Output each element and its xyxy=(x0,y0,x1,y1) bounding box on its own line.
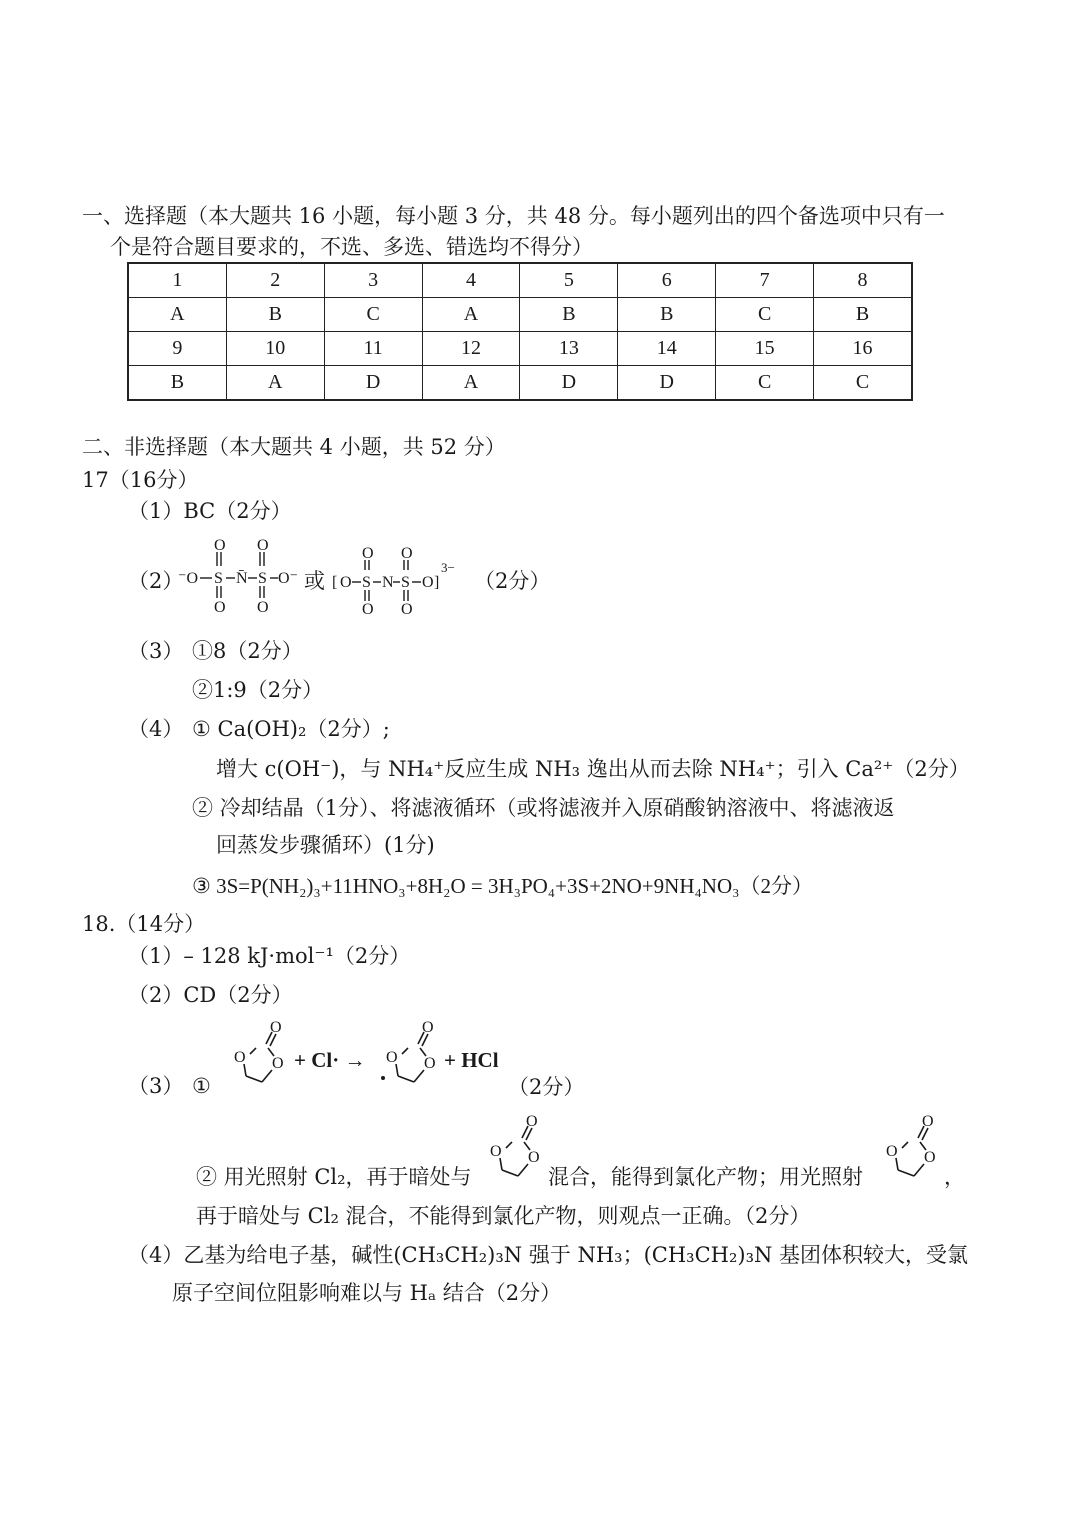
answer-cell: A xyxy=(422,298,520,332)
question-number-cell: 1 xyxy=(128,263,226,298)
atom-n: N xyxy=(382,574,394,591)
q17-part4-1: ① Ca(OH)₂（2分）; xyxy=(192,717,390,741)
ethylene-carbonate-radical-structure xyxy=(378,1016,444,1088)
q18-part4b: 原子空间位阻影响难以与 Hₐ 结合（2分） xyxy=(172,1281,562,1305)
q18-title: 18.（14分） xyxy=(82,912,206,936)
atom-o: O xyxy=(886,1143,898,1160)
question-number-cell: 3 xyxy=(324,263,422,298)
bracket-open: [ xyxy=(332,574,338,591)
atom-o: O xyxy=(401,601,413,618)
answer-cell: D xyxy=(324,366,422,401)
section1-heading-line2: 个是符合题目要求的，不选、多选、错选均不得分） xyxy=(110,235,593,259)
atom-o: O xyxy=(340,574,352,591)
answer-cell: C xyxy=(324,298,422,332)
answer-cell: C xyxy=(814,366,912,401)
q18-part3-2b: 混合，能得到氯化产物；用光照射 xyxy=(548,1165,863,1189)
q18-part3-plus-cl: + Cl· → xyxy=(294,1048,366,1072)
atom-o: O xyxy=(257,599,269,616)
ethylene-carbonate-structure xyxy=(484,1108,546,1184)
q17-part2-score: （2分） xyxy=(474,569,551,593)
q18-part3-score: （2分） xyxy=(508,1075,585,1099)
question-number-cell: 15 xyxy=(716,332,814,366)
answer-cell: B xyxy=(128,366,226,401)
table-row xyxy=(128,298,912,332)
section1-heading-line1: 一、选择题（本大题共 16 小题，每小题 3 分，共 48 分。每小题列出的四个备选项中只有一 xyxy=(82,204,945,228)
atom-o: O xyxy=(214,538,226,554)
imidodisulfate-structure-2 xyxy=(330,546,470,618)
atom-o: O xyxy=(924,1149,936,1166)
atom-s: S xyxy=(401,574,410,591)
q18-part2: （2）CD（2分） xyxy=(128,983,293,1007)
q17-part4-2a: ② 冷却结晶（1分）、将滤液循环（或将滤液并入原硝酸钠溶液中、将滤液返 xyxy=(192,796,895,820)
q18-part1: （1）– 128 kJ·mol⁻¹（2分） xyxy=(128,944,411,968)
question-number-cell: 2 xyxy=(226,263,324,298)
question-number-cell: 16 xyxy=(814,332,912,366)
atom-o: O xyxy=(526,1113,538,1130)
atom-o: O xyxy=(490,1143,502,1160)
question-number-cell: 14 xyxy=(618,332,716,366)
question-number-cell: 7 xyxy=(716,263,814,298)
question-number-cell: 4 xyxy=(422,263,520,298)
answer-cell: D xyxy=(618,366,716,401)
q18-part3-plus-hcl: + HCl xyxy=(444,1048,499,1072)
atom-o-minus: ⁻O xyxy=(178,570,198,587)
q17-part4-1b: 增大 c(OH⁻)，与 NH₄⁺反应生成 NH₃ 逸出从而去除 NH₄⁺；引入 Ca²⁺（2分） xyxy=(216,757,970,781)
answer-cell: A xyxy=(128,298,226,332)
answer-cell: B xyxy=(226,298,324,332)
answer-cell: A xyxy=(422,366,520,401)
q17-part3-label: （3） xyxy=(128,639,184,663)
atom-o: O xyxy=(270,1019,282,1036)
answer-cell: C xyxy=(716,366,814,401)
answer-cell: C xyxy=(716,298,814,332)
q17-part2-or: 或 xyxy=(304,569,325,593)
imidodisulfate-structure-1 xyxy=(178,538,300,616)
atom-o: O xyxy=(362,601,374,618)
question-number-cell: 6 xyxy=(618,263,716,298)
question-number-cell: 10 xyxy=(226,332,324,366)
q18-part3-2a: ② 用光照射 Cl₂，再于暗处与 xyxy=(196,1165,472,1189)
atom-o: O xyxy=(422,1019,434,1036)
atom-o: O xyxy=(401,546,413,562)
atom-o: O xyxy=(424,1055,436,1072)
atom-o-minus: O⁻ xyxy=(278,570,298,587)
table-row xyxy=(128,366,912,401)
q17-title: 17（16分） xyxy=(82,468,199,492)
question-number-cell: 13 xyxy=(520,332,618,366)
atom-o: O xyxy=(386,1049,398,1066)
atom-o: O xyxy=(234,1049,246,1066)
ethylene-carbonate-structure xyxy=(228,1016,288,1088)
atom-o: O xyxy=(362,546,374,562)
q18-part3-circle: ① xyxy=(192,1074,211,1098)
section2-heading: 二、非选择题（本大题共 4 小题，共 52 分） xyxy=(82,435,506,459)
atom-o: O xyxy=(214,599,226,616)
answer-cell: B xyxy=(814,298,912,332)
atom-n: N̄ xyxy=(236,570,248,587)
q17-part4-2b: 回蒸发步骤循环）(1分) xyxy=(216,833,435,857)
atom-o: O xyxy=(257,538,269,554)
q17-part4-3: ③ 3S=P(NH₂)₃+11HNO₃+8H₂O = 3H₃PO₄+3S+2NO+9NH₄NO₃（2分） xyxy=(192,874,813,898)
q17-part1: （1）BC（2分） xyxy=(128,499,292,523)
answer-table xyxy=(127,262,913,401)
q18-part3-2d: 再于暗处与 Cl₂ 混合，不能得到氯化产物，则观点一正确。（2分） xyxy=(196,1204,811,1228)
q17-part2-label: （2） xyxy=(128,569,184,593)
question-number-cell: 11 xyxy=(324,332,422,366)
answer-cell: A xyxy=(226,366,324,401)
question-number-cell: 9 xyxy=(128,332,226,366)
atom-s: S xyxy=(362,574,371,591)
charge: 3− xyxy=(441,560,455,575)
q17-part3-2: ②1:9（2分） xyxy=(192,678,324,702)
q18-part3-label: （3） xyxy=(128,1074,184,1098)
bracket-close: ] xyxy=(434,574,440,591)
atom-o: O xyxy=(272,1055,284,1072)
q17-part3-1: ①8（2分） xyxy=(192,639,303,663)
atom-o: O xyxy=(528,1149,540,1166)
q17-part4-label: （4） xyxy=(128,717,184,741)
answer-cell: D xyxy=(520,366,618,401)
q18-part3-2c: ， xyxy=(944,1165,965,1189)
question-number-cell: 5 xyxy=(520,263,618,298)
table-row xyxy=(128,332,912,366)
table-row xyxy=(128,263,912,298)
atom-o: O xyxy=(422,574,434,591)
question-number-cell: 8 xyxy=(814,263,912,298)
question-number-cell: 12 xyxy=(422,332,520,366)
atom-s: S xyxy=(214,570,223,587)
answer-cell: B xyxy=(618,298,716,332)
ethylene-carbonate-structure xyxy=(880,1108,942,1184)
atom-o: O xyxy=(922,1113,934,1130)
q18-part4a: （4）乙基为给电子基，碱性(CH₃CH₂)₃N 强于 NH₃；(CH₃CH₂)₃N 基团体积较大，受氯 xyxy=(128,1243,969,1267)
atom-s: S xyxy=(258,570,267,587)
answer-cell: B xyxy=(520,298,618,332)
